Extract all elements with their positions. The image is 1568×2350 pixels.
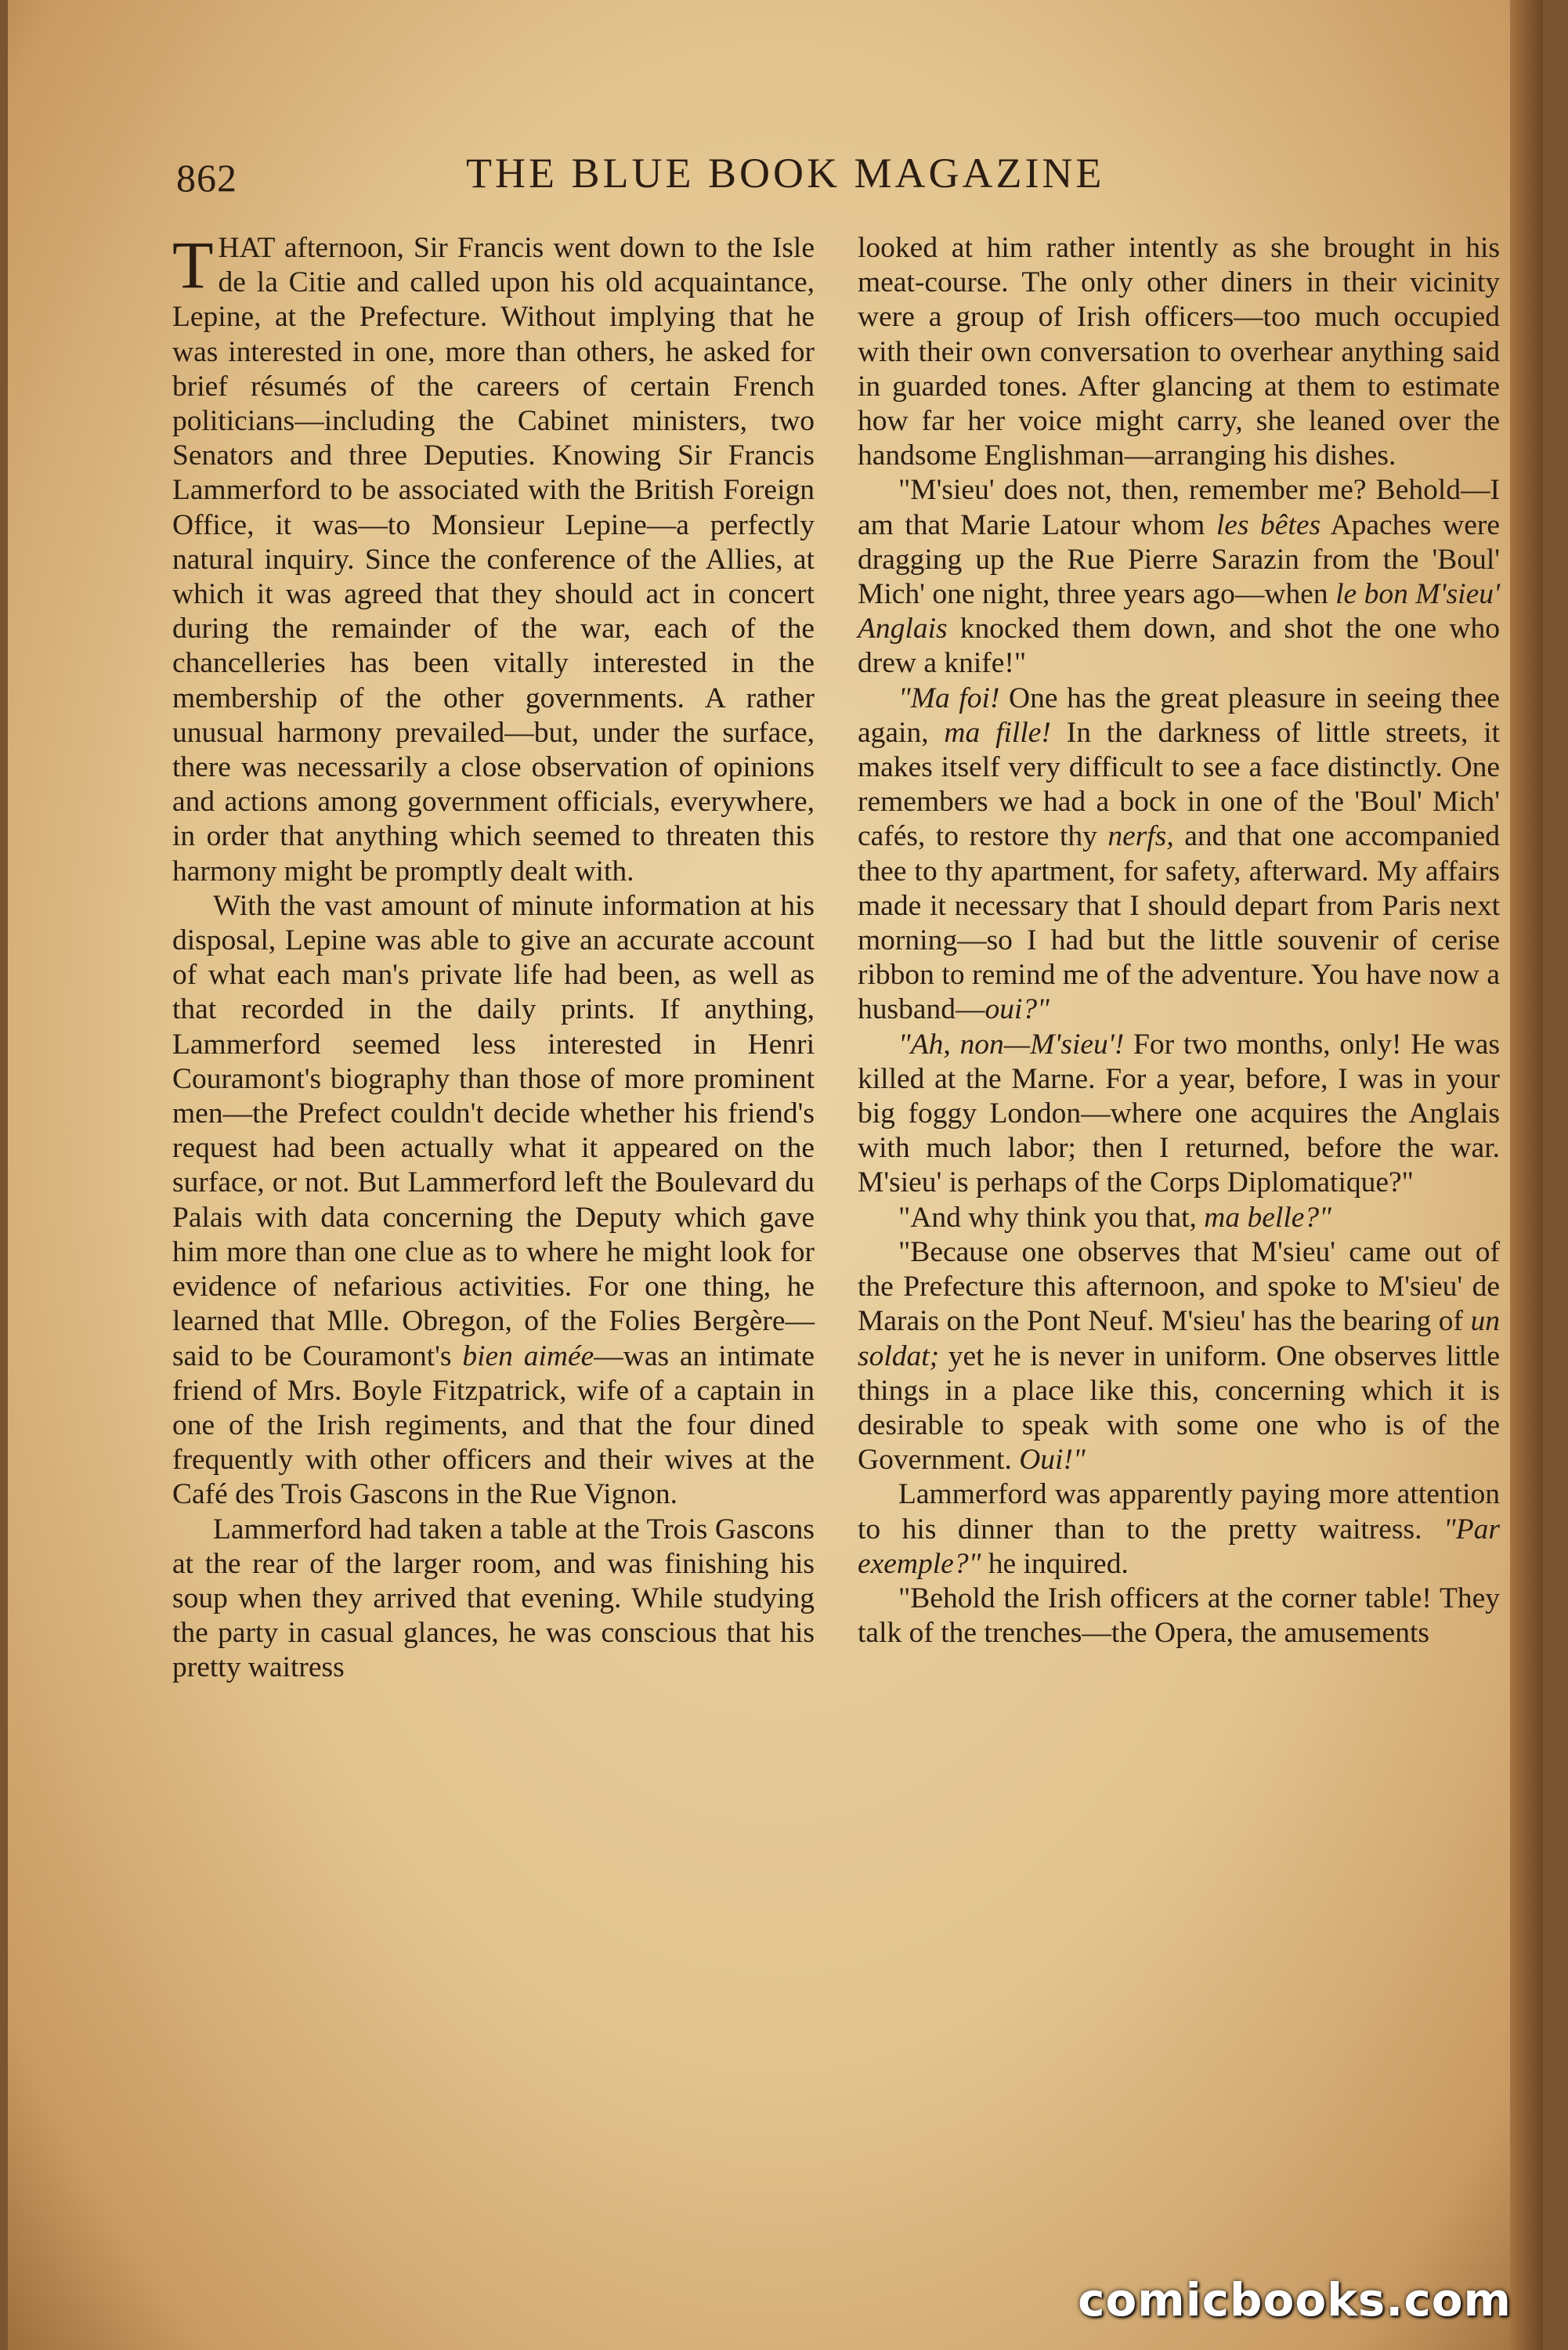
paragraph-text: HAT afternoon, Sir Francis went down to the Isle de la Citie and called upon his old acquaintance, Lepine, at the Prefecture. Without implying that he was interested in one, more than others, he asked for brief résumés of the careers of certain French politicians—including the Cabinet ministers, two Senators and three Deputies. Knowing Sir Francis Lammerford to be associated with the British Foreign Office, it was—to Monsieur Lepine—a perfectly natural inquiry. Since the conference of the Allies, at which it was agreed that they should act in concert during the remainder of the war, each of the chancelleries has been vitally interested in the membership of the other governments. A rather unusual harmony prevailed—but, under the surface, there was necessarily a close observation of opinions and actions among government officials, everywhere, in order that anything which seemed to threaten this harmony might be promptly dealt with. — [172, 232, 815, 888]
paragraph-text: looked at him rather intently as she brought in his meat-course. The only other diners in their vicinity were a group of Irish officers—too much occupied with their own conversation to overhear anything said in guarded tones. After glancing at them to estimate how far her voice might carry, she leaned over the handsome Englishman—arranging his dishes. — [858, 232, 1500, 472]
italic-text: "Par exemple?" — [858, 1513, 1500, 1580]
paragraph-text: Lammerford had taken a table at the Trois Gascons at the rear of the larger room, and was finishing his soup when they arrived that evening. While studying the party in casual glances, he was conscious that his pretty waitress — [172, 1513, 815, 1684]
italic-text: le bon M'sieu' Anglais — [858, 578, 1500, 645]
paragraph-3 — [172, 1513, 815, 1686]
paragraph-text: yet he is never in uniform. One observes little things in a place like this, concerning which it is desirable to speak with some one who is of the Government. — [858, 1340, 1500, 1477]
paragraph-text: "And why think you that, — [898, 1201, 1205, 1234]
paragraph-5 — [858, 1201, 1500, 1235]
paragraph-text: In the darkness of little streets, it makes itself very difficult to see a face distinctly. One remembers we had a bock in one of the 'Boul' Mich' cafés, to restore thy — [858, 716, 1500, 853]
paragraph-1 — [172, 227, 815, 889]
italic-text: "Ma foi! — [898, 682, 1000, 714]
paragraph-text: One has the great pleasure in seeing thee again, — [858, 682, 1500, 749]
italic-text: les bêtes — [1216, 508, 1321, 541]
magazine-page — [8, 0, 1543, 2350]
paragraph-text: "Behold the Irish officers at the corner table! They talk of the trenches—the Opera, the amusements — [858, 1582, 1500, 1650]
paragraph-3 — [858, 682, 1500, 1028]
right-column — [858, 231, 1500, 1650]
paragraph-8 — [858, 1582, 1500, 1650]
paragraph-text: "M'sieu' does not, then, remember me? Behold—I am that Marie Latour whom — [858, 474, 1500, 541]
italic-text: bien aimée — [462, 1340, 594, 1372]
italic-text: un soldat; — [858, 1305, 1500, 1372]
paragraph-1 — [858, 231, 1500, 473]
italic-text: ma fille! — [944, 716, 1051, 749]
paragraph-text: "Because one observes that M'sieu' came out of the Prefecture this afternoon, and spoke to M'sieu' de Marais on the Pont Neuf. M'sieu' has the bearing of — [858, 1235, 1500, 1338]
paragraph-7 — [858, 1477, 1500, 1582]
italic-text: ma belle?" — [1204, 1201, 1331, 1234]
paragraph-6 — [858, 1235, 1500, 1477]
paragraph-text: knocked them down, and shot the one who drew a knife!" — [858, 613, 1500, 680]
italic-text: oui?" — [985, 993, 1050, 1026]
page-header — [161, 149, 1429, 212]
paragraph-text: and that one accompanied thee to thy apartment, for safety, afterward. My affairs made it necessary that I should depart from Paris next morning—so I had but the little souvenir of cerise ribbon to remind me of the adventure. You have now a husband— — [858, 820, 1500, 1026]
paragraph-text: Apaches were dragging up the Rue Pierre Sarazin from the 'Boul' Mich' one night, three years ago—when — [858, 508, 1500, 611]
italic-text: "Ah, non—M'sieu'! — [898, 1028, 1125, 1061]
paragraph-text: Lammerford was apparently paying more attention to his dinner than to the pretty waitress. — [858, 1478, 1500, 1546]
magazine-title: THE BLUE BOOK MAGAZINE — [466, 150, 1105, 197]
paragraph-text: —was an intimate friend of Mrs. Boyle Fitzpatrick, wife of a captain in one of the Irish regiments, and that the four dined frequently with other officers and their wives at the Café des Trois Gascons in the Rue Vignon. — [172, 1340, 815, 1511]
drop-cap: T — [172, 227, 214, 302]
paragraph-text: With the vast amount of minute information at his disposal, Lepine was able to give an accurate account of what each man's private life had been, as well as that recorded in the daily prints. If anything, Lammerford seemed less interested in Henri Couramont's biography than those of more prominent men—the Prefect couldn't decide whether his friend's request had been actually what it appeared on the surface, or not. But Lammerford left the Boulevard du Palais with data concerning the Deputy which gave him more than one clue as to where he might look for evidence of nefarious activities. For one thing, he learned that Mlle. Obregon, of the Folies Bergère—said to be Couramont's — [172, 889, 815, 1372]
page-number: 862 — [176, 156, 237, 200]
italic-text: Oui!" — [1019, 1444, 1086, 1477]
paragraph-text: For two months, only! He was killed at the Marne. For a year, before, I was in your big foggy London—where one acquires the Anglais with much labor; then I returned, before the war. M'sieu' is perhaps of the Corps Diplomatique?" — [858, 1028, 1500, 1199]
paragraph-4 — [858, 1028, 1500, 1201]
left-column — [172, 227, 815, 1686]
paragraph-2 — [858, 473, 1500, 681]
paragraph-2 — [172, 889, 815, 1513]
italic-text: nerfs, — [1107, 820, 1174, 853]
watermark: comicbooks.com — [1078, 2273, 1512, 2326]
page-edge-shadow — [1510, 0, 1543, 2350]
paragraph-text: he inquired. — [981, 1547, 1129, 1580]
